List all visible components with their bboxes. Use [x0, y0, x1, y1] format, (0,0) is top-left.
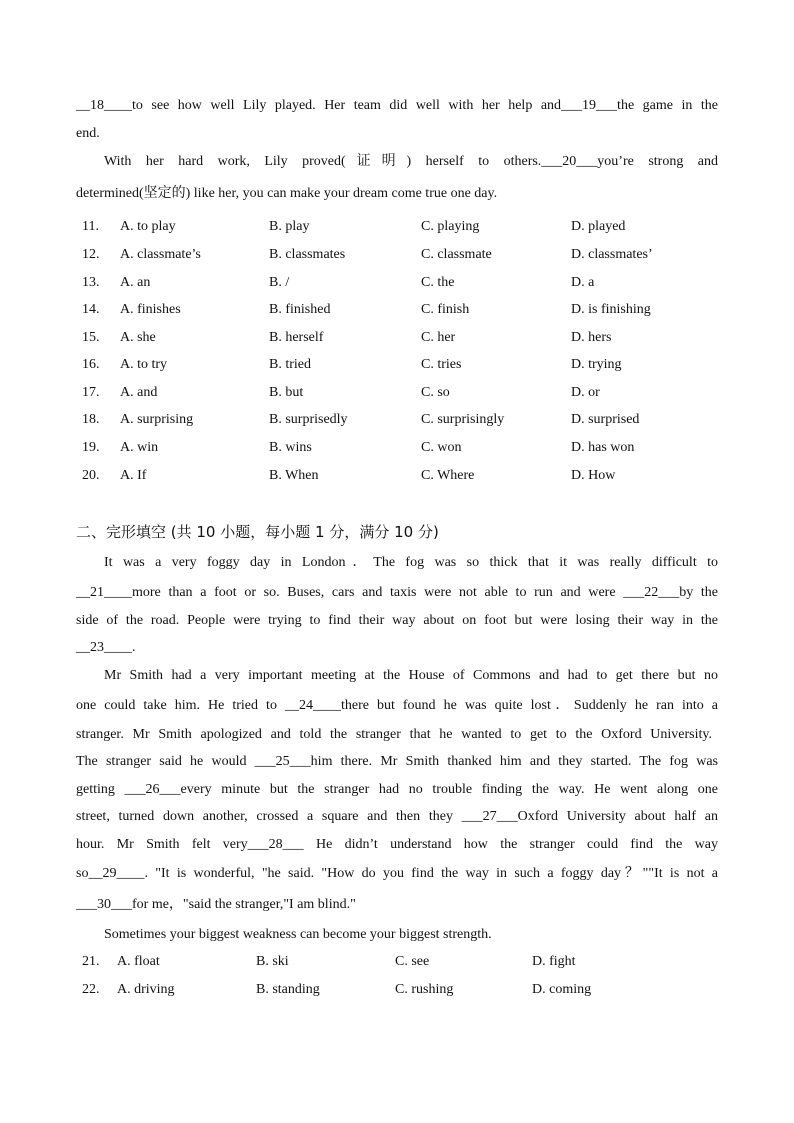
- passage-line: so__29____. "It is wonderful, "he said. "How do you find the way in such a foggy day？""It is not a: [76, 866, 718, 881]
- option-a[interactable]: A. If: [120, 468, 147, 483]
- option-b[interactable]: B. but: [269, 385, 304, 400]
- option-row-17: [82, 383, 722, 403]
- option-b[interactable]: B. herself: [269, 330, 324, 345]
- passage-line: The stranger said he would ___25___him there. Mr Smith thanked him and they started. The fog was: [76, 754, 718, 769]
- option-c[interactable]: C. won: [421, 440, 462, 455]
- option-d[interactable]: D. trying: [571, 357, 622, 372]
- option-a[interactable]: A. driving: [117, 982, 175, 997]
- question-number: 21.: [82, 954, 100, 969]
- option-b[interactable]: B. surprisedly: [269, 412, 348, 427]
- option-c[interactable]: C. rushing: [395, 982, 454, 997]
- option-d[interactable]: D. is finishing: [571, 302, 651, 317]
- question-number: 22.: [82, 982, 100, 997]
- option-row-22: [82, 980, 722, 1000]
- question-number: 15.: [82, 330, 100, 345]
- option-c[interactable]: C. classmate: [421, 247, 492, 262]
- option-d[interactable]: D. surprised: [571, 412, 640, 427]
- option-c[interactable]: C. playing: [421, 219, 480, 234]
- question-number: 18.: [82, 412, 100, 427]
- option-row-20: [82, 466, 722, 486]
- option-row-14: [82, 300, 722, 320]
- option-b[interactable]: B. classmates: [269, 247, 346, 262]
- option-row-19: [82, 438, 722, 458]
- passage-line: getting ___26___every minute but the stranger had no trouble finding the way. He went along one: [76, 782, 718, 797]
- passage-line: end.: [76, 126, 100, 141]
- question-number: 20.: [82, 468, 100, 483]
- option-a[interactable]: A. and: [120, 385, 158, 400]
- option-a[interactable]: A. surprising: [120, 412, 194, 427]
- option-c[interactable]: C. Where: [421, 468, 475, 483]
- option-a[interactable]: A. to play: [120, 219, 176, 234]
- passage-line: __21____more than a foot or so. Buses, cars and taxis were not able to run and were ___22___by the: [76, 585, 718, 600]
- passage-line: Mr Smith had a very important meeting at the House of Commons and had to get there but no: [104, 668, 718, 683]
- option-d[interactable]: D. or: [571, 385, 600, 400]
- option-a[interactable]: A. finishes: [120, 302, 181, 317]
- question-number: 17.: [82, 385, 100, 400]
- passage-line: __18____to see how well Lily played. Her team did well with her help and___19___the game in the: [76, 98, 718, 113]
- option-b[interactable]: B. ski: [256, 954, 289, 969]
- option-d[interactable]: D. hers: [571, 330, 612, 345]
- passage-line: ___30___for me，"said the stranger,"I am blind.": [76, 897, 356, 912]
- passage-line: __23____.: [76, 640, 136, 655]
- option-d[interactable]: D. played: [571, 219, 626, 234]
- question-number: 11.: [82, 219, 99, 234]
- section-heading: 二、完形填空 (共 10 小题，每小题 1 分，满分 10 分): [76, 523, 439, 541]
- option-d[interactable]: D. has won: [571, 440, 635, 455]
- option-b[interactable]: B. play: [269, 219, 310, 234]
- option-a[interactable]: A. classmate’s: [120, 247, 201, 262]
- question-number: 16.: [82, 357, 100, 372]
- option-row-16: [82, 355, 722, 375]
- passage-line: With her hard work, Lily proved(证明) herself to others.___20___you’re strong and: [104, 154, 718, 169]
- option-row-21: [82, 952, 722, 972]
- passage-line: determined(坚定的) like her, you can make your dream come true one day.: [76, 186, 498, 201]
- question-number: 13.: [82, 275, 100, 290]
- option-b[interactable]: B. standing: [256, 982, 320, 997]
- question-number: 19.: [82, 440, 100, 455]
- option-c[interactable]: C. see: [395, 954, 430, 969]
- option-a[interactable]: A. float: [117, 954, 160, 969]
- option-a[interactable]: A. an: [120, 275, 151, 290]
- option-b[interactable]: B. tried: [269, 357, 311, 372]
- question-number: 14.: [82, 302, 100, 317]
- passage-line: It was a very foggy day in London．The fog was so thick that it was really difficult to: [104, 555, 718, 570]
- option-row-15: [82, 328, 722, 348]
- passage-line: Sometimes your biggest weakness can become your biggest strength.: [104, 927, 492, 942]
- passage-line: side of the road. People were trying to find their way about on foot but were losing their way in the: [76, 613, 718, 628]
- option-a[interactable]: A. she: [120, 330, 156, 345]
- option-row-11: [82, 217, 722, 237]
- option-c[interactable]: C. finish: [421, 302, 470, 317]
- passage-line: one could take him. He tried to __24____there but found he was quite lost．Suddenly he ran into a: [76, 698, 718, 713]
- option-b[interactable]: B. wins: [269, 440, 312, 455]
- option-d[interactable]: D. classmates’: [571, 247, 653, 262]
- option-a[interactable]: A. to try: [120, 357, 168, 372]
- option-row-18: [82, 410, 722, 430]
- option-c[interactable]: C. surprisingly: [421, 412, 505, 427]
- option-row-12: [82, 245, 722, 265]
- passage-line: street, turned down another, crossed a square and then they ___27___Oxford University about half an: [76, 809, 718, 824]
- option-row-13: [82, 273, 722, 293]
- option-c[interactable]: C. her: [421, 330, 456, 345]
- question-number: 12.: [82, 247, 100, 262]
- option-b[interactable]: B. When: [269, 468, 319, 483]
- option-b[interactable]: B. finished: [269, 302, 331, 317]
- option-d[interactable]: D. fight: [532, 954, 576, 969]
- passage-line: hour. Mr Smith felt very___28___ He didn’t understand how the stranger could find the way: [76, 837, 718, 852]
- option-a[interactable]: A. win: [120, 440, 159, 455]
- option-c[interactable]: C. so: [421, 385, 450, 400]
- option-d[interactable]: D. coming: [532, 982, 592, 997]
- option-c[interactable]: C. the: [421, 275, 455, 290]
- passage-line: stranger. Mr Smith apologized and told the stranger that he wanted to get to the Oxford University.: [76, 727, 712, 742]
- option-d[interactable]: D. a: [571, 275, 595, 290]
- option-d[interactable]: D. How: [571, 468, 616, 483]
- option-c[interactable]: C. tries: [421, 357, 462, 372]
- option-b[interactable]: B. /: [269, 275, 290, 290]
